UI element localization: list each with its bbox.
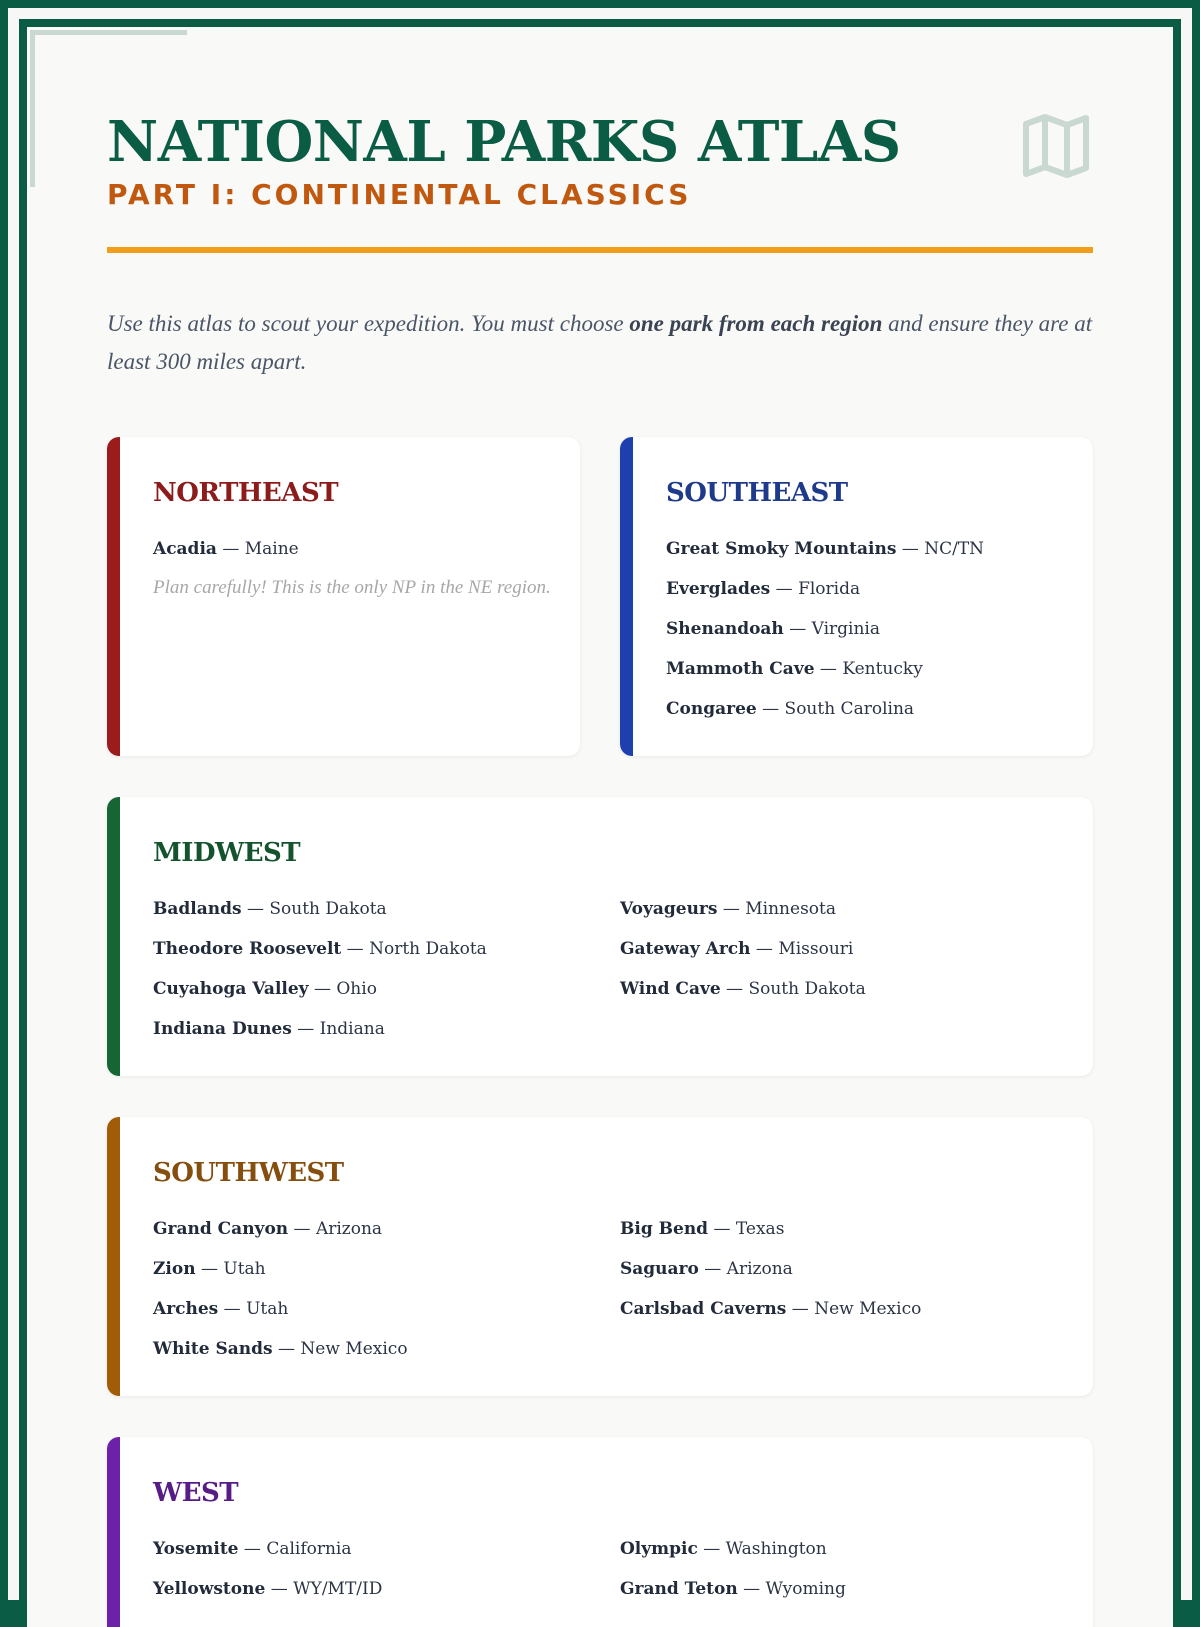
park-state: Wyoming [766, 1579, 846, 1599]
park-state: Ohio [336, 979, 377, 999]
park-name: White Sands [153, 1339, 273, 1359]
park-state: NC/TN [924, 539, 984, 559]
park-entry [153, 969, 487, 1009]
park-separator: — [273, 1339, 301, 1359]
park-entry [153, 1009, 487, 1049]
park-state: Utah [223, 1259, 265, 1279]
park-state: New Mexico [814, 1299, 921, 1319]
park-entry [620, 1209, 921, 1249]
map-icon [1020, 110, 1092, 182]
park-name: Arches [153, 1299, 218, 1319]
park-name: Indiana Dunes [153, 1019, 292, 1039]
park-name: Badlands [153, 899, 242, 919]
park-list-right [620, 1529, 846, 1609]
region-card-southeast [620, 437, 1093, 756]
park-entry [153, 1249, 408, 1289]
intro-paragraph [107, 305, 1093, 381]
park-separator: — [288, 1219, 316, 1239]
park-separator: — [309, 979, 337, 999]
park-entry [620, 889, 866, 929]
park-name: Everglades [666, 579, 770, 599]
park-name: Olympic [620, 1539, 698, 1559]
park-entry [153, 1289, 408, 1329]
region-accent-bar [107, 1437, 120, 1627]
park-state: Arizona [727, 1259, 793, 1279]
park-entry [666, 609, 984, 649]
park-entry [666, 689, 984, 729]
park-name: Saguaro [620, 1259, 699, 1279]
park-name: Voyageurs [620, 899, 717, 919]
park-entry [666, 649, 984, 689]
park-state: Missouri [778, 939, 853, 959]
park-name: Gateway Arch [620, 939, 751, 959]
park-state: Indiana [320, 1019, 385, 1039]
region-accent-bar [620, 437, 633, 756]
park-state: Florida [798, 579, 860, 599]
atlas-page [27, 27, 1173, 1627]
park-name: Yellowstone [153, 1579, 265, 1599]
park-entry [666, 529, 984, 569]
intro-text-before: Use this atlas to scout your expedition. You must choose [107, 311, 629, 336]
park-list-right [620, 1209, 921, 1329]
park-separator: — [265, 1579, 293, 1599]
park-separator: — [738, 1579, 766, 1599]
park-entry [153, 889, 487, 929]
park-separator: — [896, 539, 924, 559]
park-separator: — [721, 979, 749, 999]
park-separator: — [708, 1219, 736, 1239]
park-state: South Dakota [269, 899, 386, 919]
park-name: Mammoth Cave [666, 659, 815, 679]
park-name: Congaree [666, 699, 757, 719]
region-accent-bar [107, 797, 120, 1076]
region-card-west [107, 1437, 1093, 1627]
park-separator: — [341, 939, 369, 959]
park-list-left [153, 889, 487, 1049]
park-name: Yosemite [153, 1539, 239, 1559]
park-state: Arizona [316, 1219, 382, 1239]
park-separator: — [699, 1259, 727, 1279]
park-list-left [153, 1529, 382, 1609]
region-title: MIDWEST [153, 833, 300, 873]
park-state: Texas [736, 1219, 785, 1239]
park-entry [666, 569, 984, 609]
region-note: Plan carefully! This is the only NP in the NE region. [153, 575, 553, 601]
park-separator: — [815, 659, 843, 679]
park-separator: — [757, 699, 785, 719]
park-separator: — [786, 1299, 814, 1319]
park-entry [620, 1289, 921, 1329]
park-name: Cuyahoga Valley [153, 979, 309, 999]
region-card-northeast [107, 437, 580, 756]
park-state: North Dakota [369, 939, 487, 959]
park-separator: — [217, 539, 245, 559]
park-separator: — [218, 1299, 246, 1319]
park-name: Wind Cave [620, 979, 721, 999]
page-title: NATIONAL PARKS ATLAS [107, 111, 901, 173]
park-separator: — [717, 899, 745, 919]
park-separator: — [784, 619, 812, 639]
title-divider [107, 247, 1093, 253]
park-state: Kentucky [842, 659, 922, 679]
park-list-left [153, 1209, 408, 1369]
park-name: Carlsbad Caverns [620, 1299, 786, 1319]
park-name: Shenandoah [666, 619, 784, 639]
region-accent-bar [107, 1117, 120, 1396]
park-state: WY/MT/ID [293, 1579, 382, 1599]
park-list-right [620, 889, 866, 1009]
page-subtitle: PART I: CONTINENTAL CLASSICS [107, 178, 691, 212]
park-list [153, 529, 299, 569]
park-state: Virginia [812, 619, 880, 639]
region-title: WEST [153, 1473, 238, 1513]
park-entry [153, 929, 487, 969]
park-state: Minnesota [745, 899, 836, 919]
park-entry [620, 1529, 846, 1569]
corner-ornament-vertical [30, 30, 35, 187]
park-separator: — [292, 1019, 320, 1039]
park-entry [620, 1569, 846, 1609]
park-state: California [266, 1539, 351, 1559]
park-separator: — [698, 1539, 726, 1559]
park-name: Grand Canyon [153, 1219, 288, 1239]
park-state: New Mexico [300, 1339, 407, 1359]
region-title: SOUTHWEST [153, 1153, 344, 1193]
intro-text-after: and ensure they are at least 300 miles apart. [107, 311, 1092, 374]
region-card-southwest [107, 1117, 1093, 1396]
park-name: Grand Teton [620, 1579, 738, 1599]
park-name: Big Bend [620, 1219, 708, 1239]
park-separator: — [751, 939, 779, 959]
intro-emphasis: one park from each region [629, 311, 882, 336]
park-separator: — [242, 899, 270, 919]
park-state: Maine [245, 539, 299, 559]
park-entry [620, 929, 866, 969]
park-list [666, 529, 984, 729]
region-title: SOUTHEAST [666, 473, 848, 513]
park-entry [620, 969, 866, 1009]
park-entry [153, 1529, 382, 1569]
park-separator: — [239, 1539, 267, 1559]
park-name: Great Smoky Mountains [666, 539, 896, 559]
park-separator: — [196, 1259, 224, 1279]
park-state: South Dakota [748, 979, 865, 999]
park-entry [153, 1329, 408, 1369]
park-entry [153, 1209, 408, 1249]
park-separator: — [770, 579, 798, 599]
park-state: South Carolina [785, 699, 914, 719]
region-card-midwest [107, 797, 1093, 1076]
park-name: Theodore Roosevelt [153, 939, 341, 959]
corner-ornament-horizontal [30, 30, 187, 35]
park-name: Zion [153, 1259, 196, 1279]
park-state: Washington [726, 1539, 827, 1559]
region-accent-bar [107, 437, 120, 756]
park-entry [153, 1569, 382, 1609]
park-name: Acadia [153, 539, 217, 559]
park-entry [153, 529, 299, 569]
region-title: NORTHEAST [153, 473, 338, 513]
park-state: Utah [246, 1299, 288, 1319]
park-entry [620, 1249, 921, 1289]
